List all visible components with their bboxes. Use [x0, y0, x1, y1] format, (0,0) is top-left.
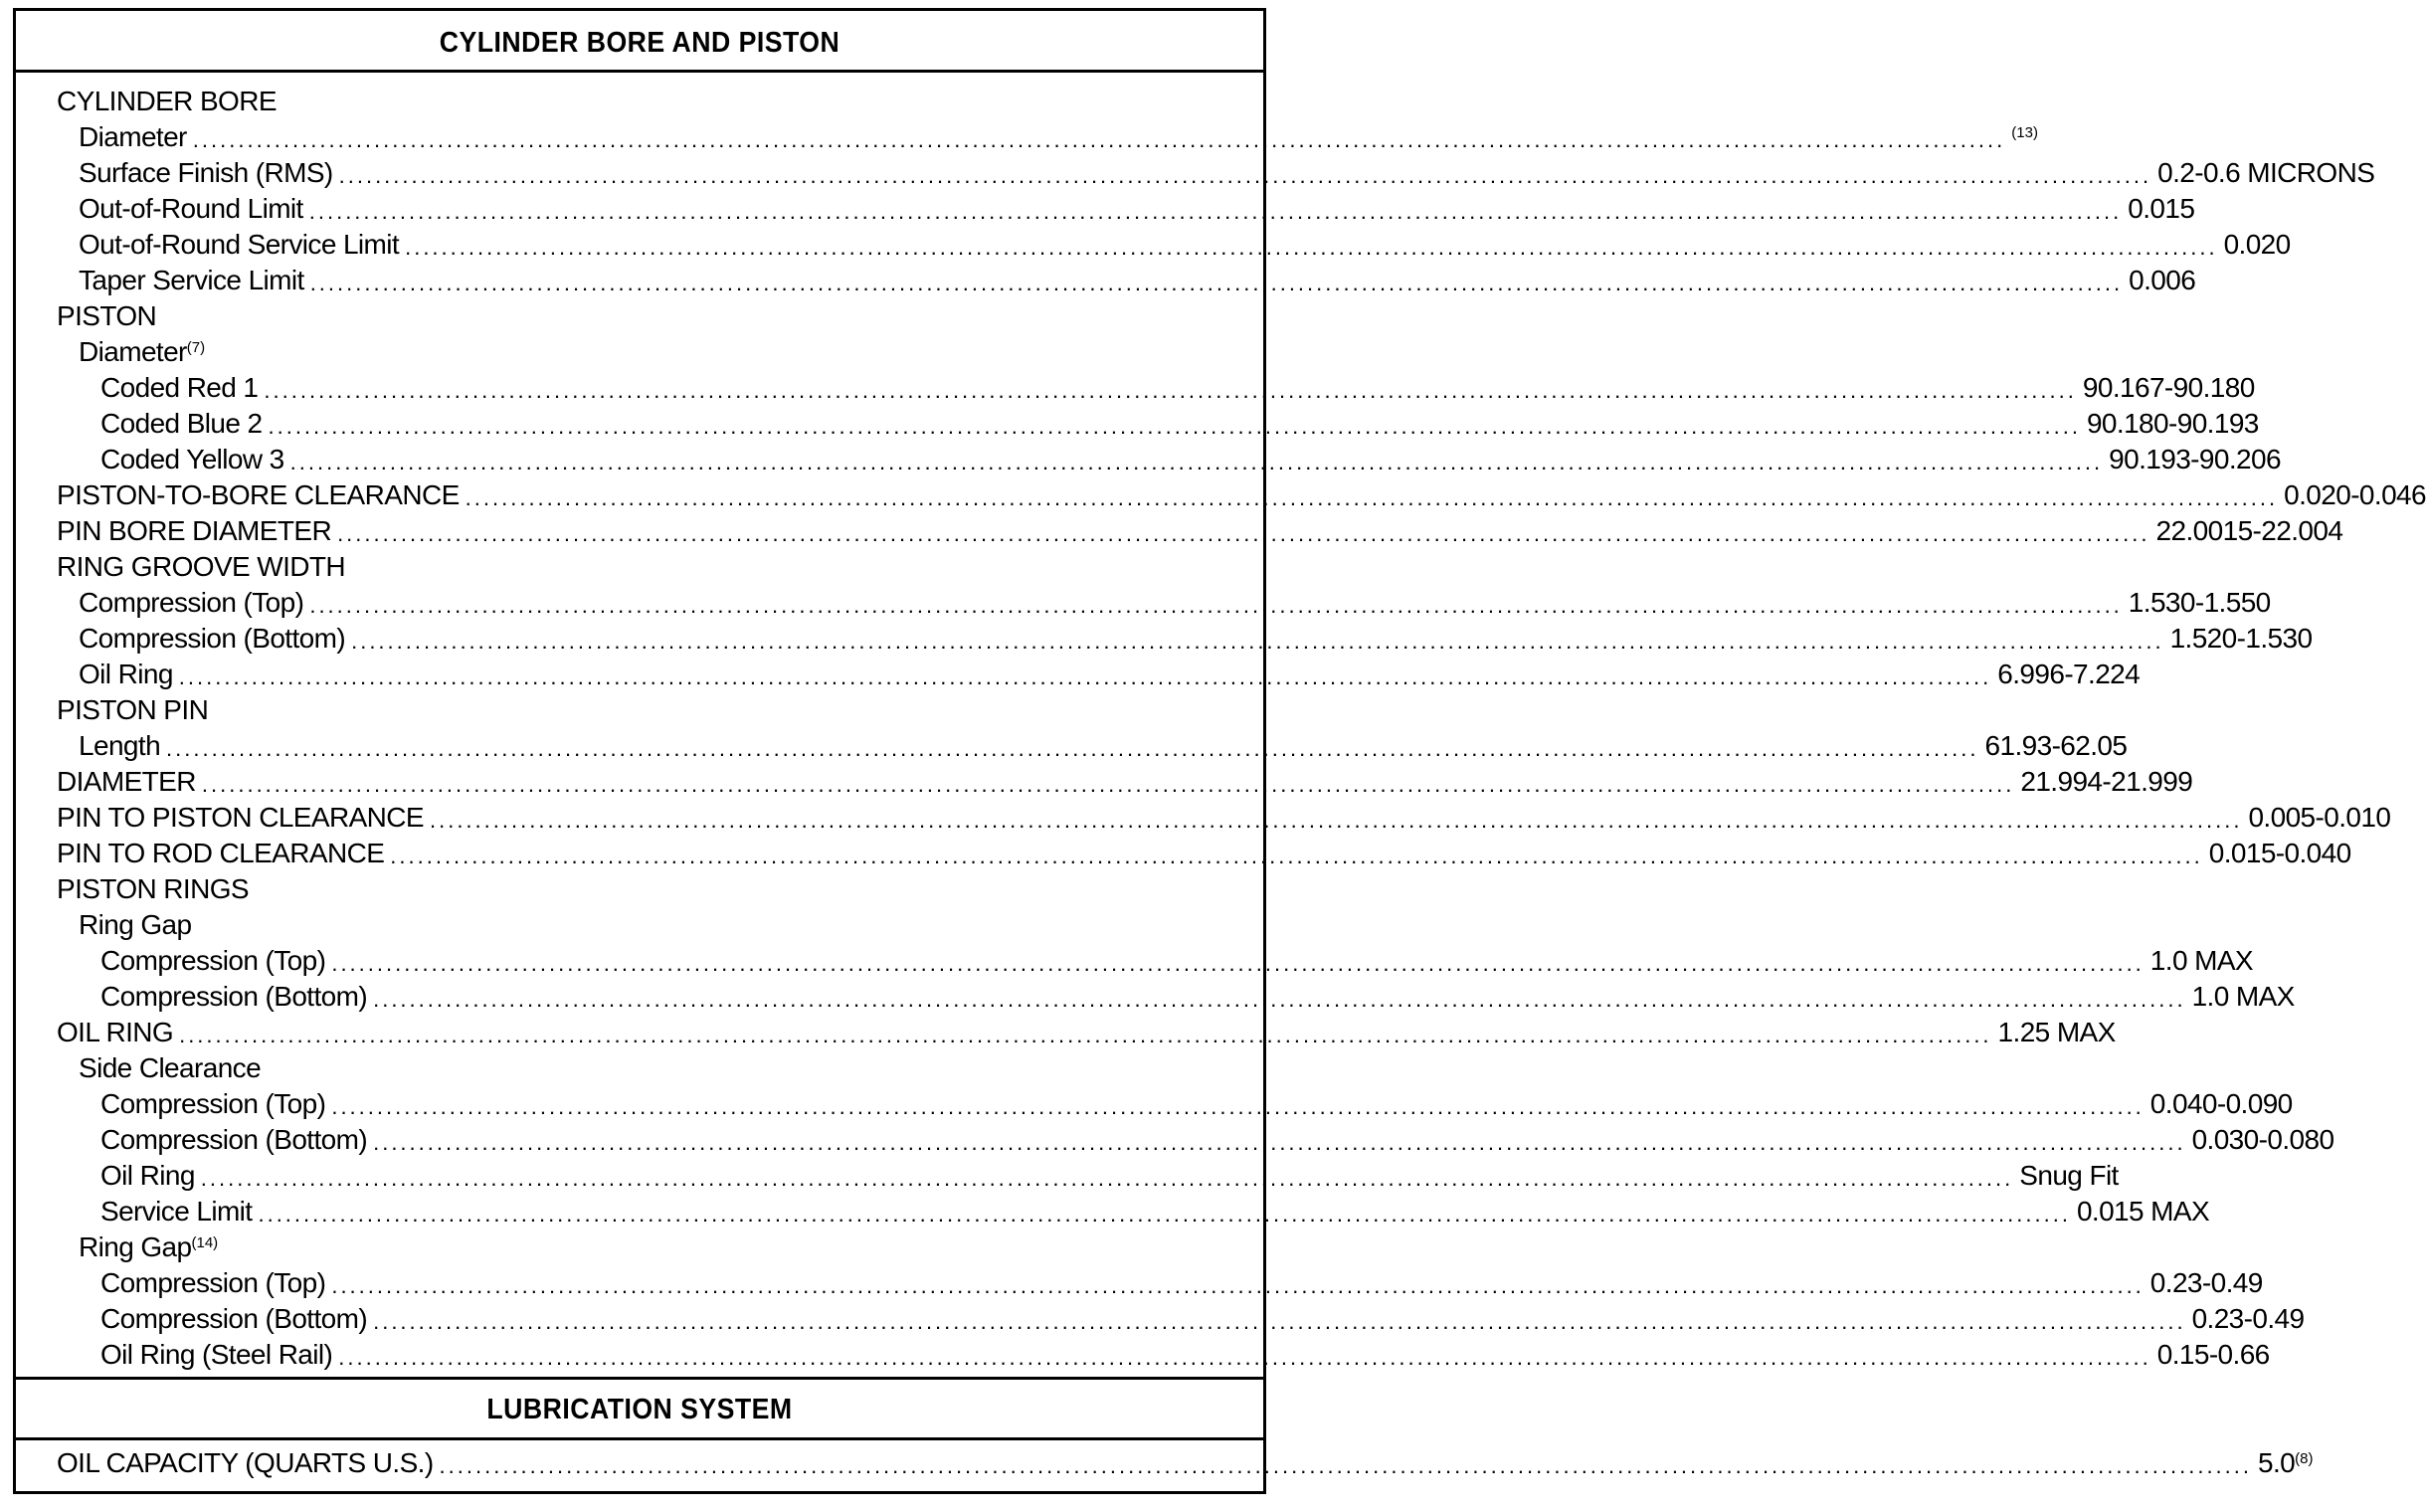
spec-value [2284, 477, 2426, 513]
divider [16, 70, 1263, 73]
dot-leader: ........................................................................................................................................................................................................ [465, 485, 2279, 510]
spec-label [79, 585, 303, 621]
divider [16, 1437, 1263, 1440]
spec-row [16, 334, 1263, 370]
spec-label [100, 1158, 195, 1194]
section-title-cylinder-bore-and-piston: CYLINDER BORE AND PISTON [439, 27, 840, 59]
spec-label-text: Out-of-Round Limit [79, 193, 303, 224]
spec-label-text: PISTON PIN [57, 694, 209, 725]
spec-value-text: 0.005-0.010 [2248, 802, 2391, 833]
spec-label-text: Length [79, 730, 161, 761]
spec-row [16, 406, 2259, 442]
spec-label-text: Oil Ring [79, 659, 173, 689]
spec-value [2157, 155, 2374, 191]
section-title-lubrication-system: LUBRICATION SYSTEM [486, 1394, 793, 1425]
spec-label [79, 155, 333, 191]
spec-label [79, 1229, 218, 1265]
spec-label [57, 1445, 434, 1481]
spec-value [2192, 1301, 2305, 1337]
spec-value-text: 0.015-0.040 [2208, 838, 2351, 868]
spec-row [16, 298, 1263, 334]
spec-label [79, 119, 187, 155]
spec-label [79, 1050, 261, 1086]
dot-leader: ........................................................................................................................................................................................................ [331, 1273, 2145, 1298]
spec-row [16, 191, 2195, 227]
spec-value [2129, 585, 2271, 621]
spec-label-text: PIN TO ROD CLEARANCE [57, 838, 385, 868]
spec-row [16, 585, 2271, 621]
spec-value-text: 22.0015-22.004 [2155, 515, 2343, 546]
spec-row [16, 263, 2196, 298]
spec-row [16, 621, 2313, 657]
spec-value [2011, 119, 2038, 155]
dot-leader: ........................................................................................................................................................................................................ [289, 450, 2104, 474]
spec-label [57, 764, 196, 800]
spec-value-text: 0.015 MAX [2076, 1196, 2210, 1227]
spec-value-text: 0.030-0.080 [2191, 1124, 2334, 1155]
spec-label-text: Compression (Top) [100, 1267, 326, 1298]
spec-row [16, 728, 2128, 764]
spec-value-text: 6.996-7.224 [1997, 659, 2141, 689]
dot-leader: ........................................................................................................................................................................................................ [331, 1094, 2145, 1119]
spec-label [79, 657, 173, 692]
spec-row [16, 1445, 2314, 1481]
spec-row [16, 1265, 2263, 1301]
spec-label-text: Oil Ring (Steel Rail) [100, 1339, 333, 1370]
footnote-ref: (14) [191, 1234, 219, 1251]
dot-leader: ........................................................................................................................................................................................................ [201, 772, 2015, 797]
spec-label [100, 1301, 367, 1337]
spec-label-text: CYLINDER BORE [57, 86, 277, 116]
spec-label [100, 1086, 325, 1122]
spec-value-text: 0.23-0.49 [2149, 1267, 2263, 1298]
spec-row [16, 1050, 1263, 1086]
spec-value [2224, 227, 2291, 263]
spec-value-text: 1.530-1.550 [2128, 587, 2271, 618]
spec-value [2248, 800, 2390, 836]
spec-row [16, 442, 2281, 477]
spec-value [2077, 1194, 2209, 1229]
spec-label [100, 442, 284, 477]
spec-label-text: Diameter [79, 336, 187, 367]
spec-row [16, 227, 2291, 263]
spec-row [16, 119, 2038, 155]
spec-row [16, 1229, 1263, 1265]
spec-value-text: 0.23-0.49 [2191, 1303, 2305, 1334]
lubrication-system-rows [16, 1445, 2314, 1481]
spec-row [16, 800, 2391, 836]
spec-label-text: PIN BORE DIAMETER [57, 515, 332, 546]
spec-label [79, 191, 303, 227]
footnote-ref: (7) [186, 339, 206, 356]
spec-label-text: RING GROOVE WIDTH [57, 551, 346, 582]
spec-label [100, 1194, 252, 1229]
spec-value-text: Snug Fit [2019, 1160, 2119, 1191]
spec-value-text: 0.020 [2223, 229, 2291, 260]
spec-value-text: 0.006 [2129, 265, 2196, 295]
spec-row [16, 657, 2141, 692]
dot-leader: ........................................................................................................................................................................................................ [166, 736, 1979, 761]
spec-label-text: Side Clearance [79, 1052, 262, 1083]
spec-row [16, 549, 1263, 585]
footnote-ref: (8) [2295, 1450, 2314, 1467]
spec-label-text: PIN TO PISTON CLEARANCE [57, 802, 424, 833]
spec-label-text: OIL RING [57, 1017, 174, 1047]
spec-table [13, 8, 2426, 1494]
spec-row [16, 943, 2253, 979]
spec-value-text: 0.015 [2128, 193, 2195, 224]
spec-label-text: Compression (Bottom) [79, 623, 346, 654]
spec-value [2109, 442, 2281, 477]
spec-label [57, 871, 249, 907]
spec-label-text: Compression (Top) [100, 1088, 326, 1119]
dot-leader: ........................................................................................................................................................................................................ [338, 1345, 2151, 1370]
spec-label-text: PISTON [57, 300, 157, 331]
spec-label-text: PISTON-TO-BORE CLEARANCE [57, 479, 460, 510]
spec-label [57, 549, 345, 585]
spec-label [79, 334, 205, 370]
spec-row [16, 477, 2426, 513]
spec-value [2150, 943, 2253, 979]
spec-value-text: 0.020-0.046 [2284, 479, 2426, 510]
spec-label [57, 692, 208, 728]
spec-label-text: Coded Red 1 [100, 372, 259, 403]
footnote-ref: (13) [2011, 124, 2038, 141]
spec-value [2020, 764, 2192, 800]
spec-value [2083, 370, 2255, 406]
spec-value-text: 0.15-0.66 [2156, 1339, 2270, 1370]
spec-value-text: 21.994-21.999 [2020, 766, 2193, 797]
spec-label-text: Surface Finish (RMS) [79, 157, 333, 188]
spec-label [100, 370, 258, 406]
spec-value [2150, 1265, 2263, 1301]
spec-label [57, 84, 277, 119]
spec-value-text: 1.520-1.530 [2169, 623, 2313, 654]
spec-value [2209, 836, 2351, 871]
spec-label-text: Ring Gap [79, 909, 192, 940]
spec-value [2019, 1158, 2118, 1194]
spec-label-text: Coded Blue 2 [100, 408, 263, 439]
spec-row [16, 1337, 2270, 1373]
spec-value [2156, 513, 2343, 549]
spec-value-text: 5.0 [2258, 1447, 2296, 1478]
dot-leader: ........................................................................................................................................................................................................ [178, 664, 1992, 689]
spec-row [16, 692, 1263, 728]
spec-label-text: PISTON RINGS [57, 873, 249, 904]
spec-label [100, 943, 325, 979]
dot-leader: ........................................................................................................................................................................................................ [309, 593, 2123, 618]
spec-value [2192, 1122, 2334, 1158]
spec-value [2150, 1086, 2293, 1122]
spec-label [57, 477, 460, 513]
spec-value [2128, 191, 2194, 227]
spec-label [79, 728, 160, 764]
spec-label [57, 298, 156, 334]
spec-value [2087, 406, 2259, 442]
spec-label-text: Compression (Bottom) [100, 1303, 368, 1334]
spec-label [100, 1122, 367, 1158]
spec-row [16, 155, 2375, 191]
spec-value [2157, 1337, 2270, 1373]
dot-leader: ........................................................................................................................................................................................................ [390, 844, 2203, 868]
divider [16, 1377, 1263, 1380]
spec-label-text: Compression (Top) [100, 945, 326, 976]
spec-value-text: 1.25 MAX [1997, 1017, 2116, 1047]
spec-label [79, 227, 399, 263]
spec-label [100, 406, 262, 442]
dot-leader: ........................................................................................................................................................................................................ [439, 1453, 2253, 1478]
spec-value [1998, 1015, 2116, 1050]
dot-leader: ........................................................................................................................................................................................................ [337, 521, 2150, 546]
spec-label-text: Out-of-Round Service Limit [79, 229, 400, 260]
dot-leader: ........................................................................................................................................................................................................ [331, 951, 2145, 976]
dot-leader: ........................................................................................................................................................................................................ [351, 629, 2164, 654]
dot-leader: ........................................................................................................................................................................................................ [179, 1023, 1992, 1047]
dot-leader: ........................................................................................................................................................................................................ [373, 987, 2186, 1012]
spec-label [79, 621, 345, 657]
dot-leader: ........................................................................................................................................................................................................ [309, 271, 2124, 295]
spec-row [16, 979, 2295, 1015]
spec-label [57, 836, 384, 871]
dot-leader: ........................................................................................................................................................................................................ [264, 378, 2077, 403]
spec-value [2170, 621, 2313, 657]
spec-row [16, 1158, 2119, 1194]
spec-row [16, 836, 2351, 871]
spec-row [16, 1015, 2116, 1050]
spec-label-text: Coded Yellow 3 [100, 444, 284, 474]
spec-value [2258, 1445, 2313, 1481]
spec-value-text: 61.93-62.05 [1984, 730, 2128, 761]
dot-leader: ........................................................................................................................................................................................................ [429, 808, 2243, 833]
spec-label-text: Compression (Bottom) [100, 1124, 368, 1155]
dot-leader: ........................................................................................................................................................................................................ [308, 199, 2123, 224]
spec-row [16, 1122, 2334, 1158]
spec-label [57, 800, 424, 836]
spec-label [100, 1337, 332, 1373]
spec-value [2129, 263, 2195, 298]
spec-value-text: 90.180-90.193 [2086, 408, 2259, 439]
spec-value [1997, 657, 2140, 692]
spec-label [57, 513, 331, 549]
spec-label-text: DIAMETER [57, 766, 196, 797]
spec-row [16, 1194, 2210, 1229]
spec-label [100, 1265, 325, 1301]
spec-label-text: Diameter [79, 121, 187, 152]
dot-leader: ........................................................................................................................................................................................................ [405, 235, 2218, 260]
spec-row [16, 513, 2343, 549]
spec-value-text: 90.167-90.180 [2082, 372, 2255, 403]
spec-label-text: OIL CAPACITY (QUARTS U.S.) [57, 1447, 434, 1478]
dot-leader: ........................................................................................................................................................................................................ [373, 1309, 2186, 1334]
spec-label-text: Taper Service Limit [79, 265, 304, 295]
spec-label-text: Service Limit [100, 1196, 253, 1227]
spec-label [79, 263, 304, 298]
spec-row [16, 871, 1263, 907]
spec-value-text: 90.193-90.206 [2109, 444, 2281, 474]
spec-label-text: Compression (Bottom) [100, 981, 368, 1012]
spec-value [2192, 979, 2295, 1015]
dot-leader: ........................................................................................................................................................................................................ [200, 1166, 2014, 1191]
dot-leader: ........................................................................................................................................................................................................ [268, 414, 2081, 439]
spec-value-text: 0.2-0.6 MICRONS [2157, 157, 2375, 188]
spec-row [16, 764, 2193, 800]
spec-row [16, 1086, 2293, 1122]
spec-label [57, 1015, 173, 1050]
spec-row [16, 84, 1263, 119]
cylinder-bore-and-piston-rows [16, 84, 2426, 1373]
dot-leader: ........................................................................................................................................................................................................ [373, 1130, 2186, 1155]
spec-label-text: Oil Ring [100, 1160, 195, 1191]
dot-leader: ........................................................................................................................................................................................................ [192, 127, 2006, 152]
spec-label [100, 979, 367, 1015]
dot-leader: ........................................................................................................................................................................................................ [258, 1202, 2071, 1227]
spec-label-text: Compression (Top) [79, 587, 304, 618]
dot-leader: ........................................................................................................................................................................................................ [338, 163, 2152, 188]
spec-value-text: 0.040-0.090 [2149, 1088, 2293, 1119]
spec-value [1985, 728, 2128, 764]
spec-label [79, 907, 192, 943]
spec-value-text: 1.0 MAX [2149, 945, 2253, 976]
spec-row [16, 907, 1263, 943]
spec-label-text: Ring Gap [79, 1231, 192, 1262]
spec-row [16, 370, 2255, 406]
spec-value-text: 1.0 MAX [2191, 981, 2295, 1012]
spec-row [16, 1301, 2305, 1337]
